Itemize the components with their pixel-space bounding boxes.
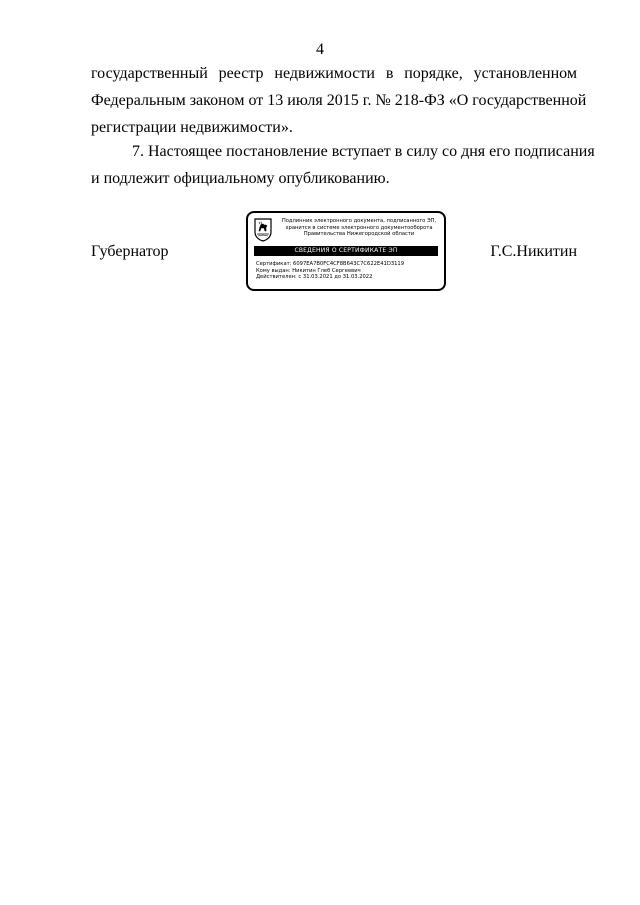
certificate-number: Сертификат: 6097EA7B0FC4CF8B643C7C622E41D3119: [256, 261, 405, 267]
paragraph-7: [91, 138, 595, 192]
certificate-owner: Кому выдан: Никитин Глеб Сергеевич: [256, 267, 361, 274]
stamp-details: [256, 261, 442, 281]
stamp-header-line: Правительства Нижегородской области: [303, 231, 415, 238]
stamp-header-line: хранится в системе электронного документооборота: [285, 224, 433, 231]
stamp-header: [276, 218, 442, 238]
paragraph-line: и подлежит официальному опубликованию.: [91, 170, 390, 187]
page-number: 4: [316, 41, 324, 58]
paragraph-line: государственный реестр недвижимости в порядке, установленном: [91, 65, 577, 82]
paragraph-line: 7. Настоящее постановление вступает в силу со дня его подписания: [132, 143, 595, 160]
paragraph-line: Федеральным законом от 13 июля 2015 г. № 218-ФЗ «О государственной: [91, 92, 587, 109]
paragraph-continuation: [91, 60, 587, 141]
paragraph-line: регистрации недвижимости».: [91, 119, 293, 136]
signatory-title: Губернатор: [91, 243, 169, 260]
electronic-signature-stamp: [246, 211, 446, 291]
nizhny-novgorod-deer-emblem-icon: [254, 218, 272, 242]
certificate-validity: Действителен: с 31.03.2021 до 31.03.2022: [256, 274, 373, 281]
signatory-name: Г.С.Никитин: [490, 243, 577, 260]
stamp-header-line: Подлинник электронного документа, подписанного ЭП,: [281, 218, 437, 224]
stamp-banner: СВЕДЕНИЯ О СЕРТИФИКАТЕ ЭП: [254, 246, 438, 256]
